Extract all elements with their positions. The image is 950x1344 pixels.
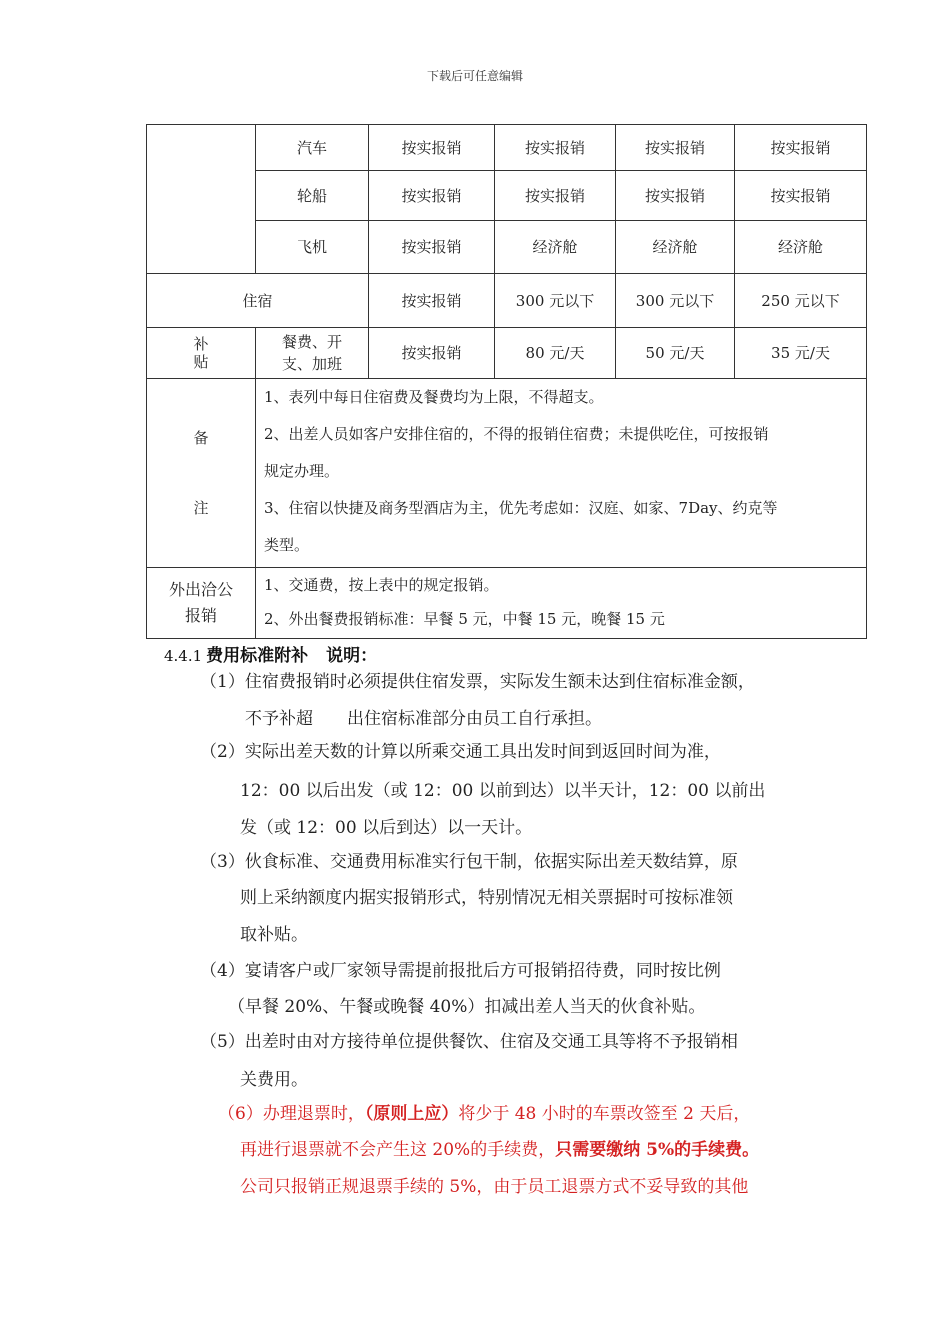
remarks-content-cell — [256, 379, 867, 568]
subsidy-sub-2: 支、加班 — [281, 355, 342, 373]
table-cell: 按实报销 — [735, 125, 867, 171]
paragraph-line: 则上采纳额度内据实报销形式，特别情况无相关票据时可按标准领 — [240, 888, 733, 908]
paragraph-line: （5）出差时由对方接待单位提供餐饮、住宿及交通工具等将不予报销相 — [200, 1032, 738, 1052]
remarks-line: 3、住宿以快捷及商务型酒店为主，优先考虑如：汉庭、如家、7Day、约克等 — [264, 499, 778, 517]
table-cell: 35 元/天 — [735, 328, 867, 379]
outing-label-cell — [147, 568, 256, 639]
paragraph-line: 取补贴。 — [240, 925, 308, 945]
outing-label-2: 报销 — [184, 606, 217, 625]
red-text: 将少于 48 小时的车票改签至 2 天后， — [458, 1104, 751, 1124]
expense-standard-table — [146, 124, 867, 639]
subsidy-label-2: 贴 — [193, 353, 209, 371]
remarks-line: 类型。 — [264, 536, 310, 554]
table-row — [147, 568, 867, 639]
table-cell: 80 元/天 — [495, 328, 616, 379]
table-row — [147, 328, 867, 379]
table-cell: 按实报销 — [495, 171, 616, 221]
outing-line: 1、交通费，按上表中的规定报销。 — [264, 576, 499, 594]
table-cell: 按实报销 — [369, 125, 495, 171]
transport-mode-cell: 轮船 — [256, 171, 369, 221]
empty-label-cell — [147, 125, 256, 274]
outing-line: 2、外出餐费报销标准：早餐 5 元，中餐 15 元，晚餐 15 元 — [264, 610, 665, 628]
lodging-label-cell: 住宿 — [147, 274, 369, 328]
download-note: 下载后可任意编辑 — [426, 69, 523, 83]
table-row — [147, 379, 867, 568]
table-cell: 50 元/天 — [616, 328, 735, 379]
section-title: 费用标准附补 — [206, 646, 309, 666]
table-cell: 按实报销 — [369, 221, 495, 274]
subsidy-label-1: 补 — [193, 335, 209, 353]
table-row — [147, 274, 867, 328]
table-cell: 经济舱 — [616, 221, 735, 274]
remarks-line: 1、表列中每日住宿费及餐费均为上限，不得超支。 — [264, 388, 604, 406]
remarks-label-2: 注 — [193, 499, 209, 517]
paragraph-line: （4）宴请客户或厂家领导需提前报批后方可报销招待费，同时按比例 — [200, 961, 721, 981]
section-number: 4.4.1 — [164, 647, 203, 665]
transport-mode-cell: 汽车 — [256, 125, 369, 171]
red-paragraph-line: 公司只报销正规退票手续的 5%，由于员工退票方式不妥导致的其他 — [240, 1177, 749, 1197]
outing-content-cell — [256, 568, 867, 639]
table-cell: 按实报销 — [495, 125, 616, 171]
remarks-label-cell — [147, 379, 256, 568]
subsidy-sub-cell — [256, 328, 369, 379]
table-cell: 按实报销 — [735, 171, 867, 221]
paragraph-line: 不予补超 出住宿标准部分由员工自行承担。 — [245, 709, 602, 729]
paragraph-line: （3）伙食标准、交通费用标准实行包干制，依据实际出差天数结算，原 — [200, 852, 738, 872]
red-paragraph-line — [240, 1135, 759, 1160]
subsidy-label-cell — [147, 328, 256, 379]
table-cell: 按实报销 — [369, 328, 495, 379]
table-cell: 经济舱 — [735, 221, 867, 274]
table-cell: 按实报销 — [616, 125, 735, 171]
paragraph-line: （1）住宿费报销时必须提供住宿发票，实际发生额未达到住宿标准金额， — [200, 672, 755, 692]
outing-label-1: 外出洽公 — [168, 580, 233, 599]
red-bold-text: （原则上应） — [364, 1104, 459, 1124]
table-cell: 300 元以下 — [495, 274, 616, 328]
red-paragraph-line — [218, 1099, 750, 1124]
red-text: （6）办理退票时， — [218, 1104, 365, 1124]
paragraph-line: （2）实际出差天数的计算以所乘交通工具出发时间到返回时间为准， — [200, 742, 721, 762]
subsidy-sub-1: 餐费、开 — [281, 333, 342, 351]
red-bold-text: 只需要缴纳 5%的手续费。 — [555, 1140, 760, 1160]
section-subtitle: 说明： — [326, 646, 378, 666]
paragraph-line: 关费用。 — [240, 1070, 308, 1090]
table-cell: 按实报销 — [616, 171, 735, 221]
paragraph-line: 12：00 以后出发（或 12：00 以前到达）以半天计，12：00 以前出 — [240, 781, 766, 801]
remarks-line: 2、出差人员如客户安排住宿的，不得的报销住宿费；未提供吃住，可按报销 — [264, 425, 769, 443]
transport-mode-cell: 飞机 — [256, 221, 369, 274]
table-row — [147, 125, 867, 171]
red-text: 再进行退票就不会产生这 20%的手续费， — [240, 1140, 556, 1160]
table-cell: 按实报销 — [369, 274, 495, 328]
remarks-line: 规定办理。 — [264, 462, 340, 480]
paragraph-line: （早餐 20%、午餐或晚餐 40%）扣减出差人当天的伙食补贴。 — [228, 997, 706, 1017]
table-cell: 250 元以下 — [735, 274, 867, 328]
table-cell: 300 元以下 — [616, 274, 735, 328]
paragraph-line: 发（或 12：00 以后到达）以一天计。 — [240, 818, 533, 838]
section-heading — [164, 641, 377, 666]
remarks-label-1: 备 — [193, 429, 209, 447]
table-cell: 经济舱 — [495, 221, 616, 274]
table-cell: 按实报销 — [369, 171, 495, 221]
